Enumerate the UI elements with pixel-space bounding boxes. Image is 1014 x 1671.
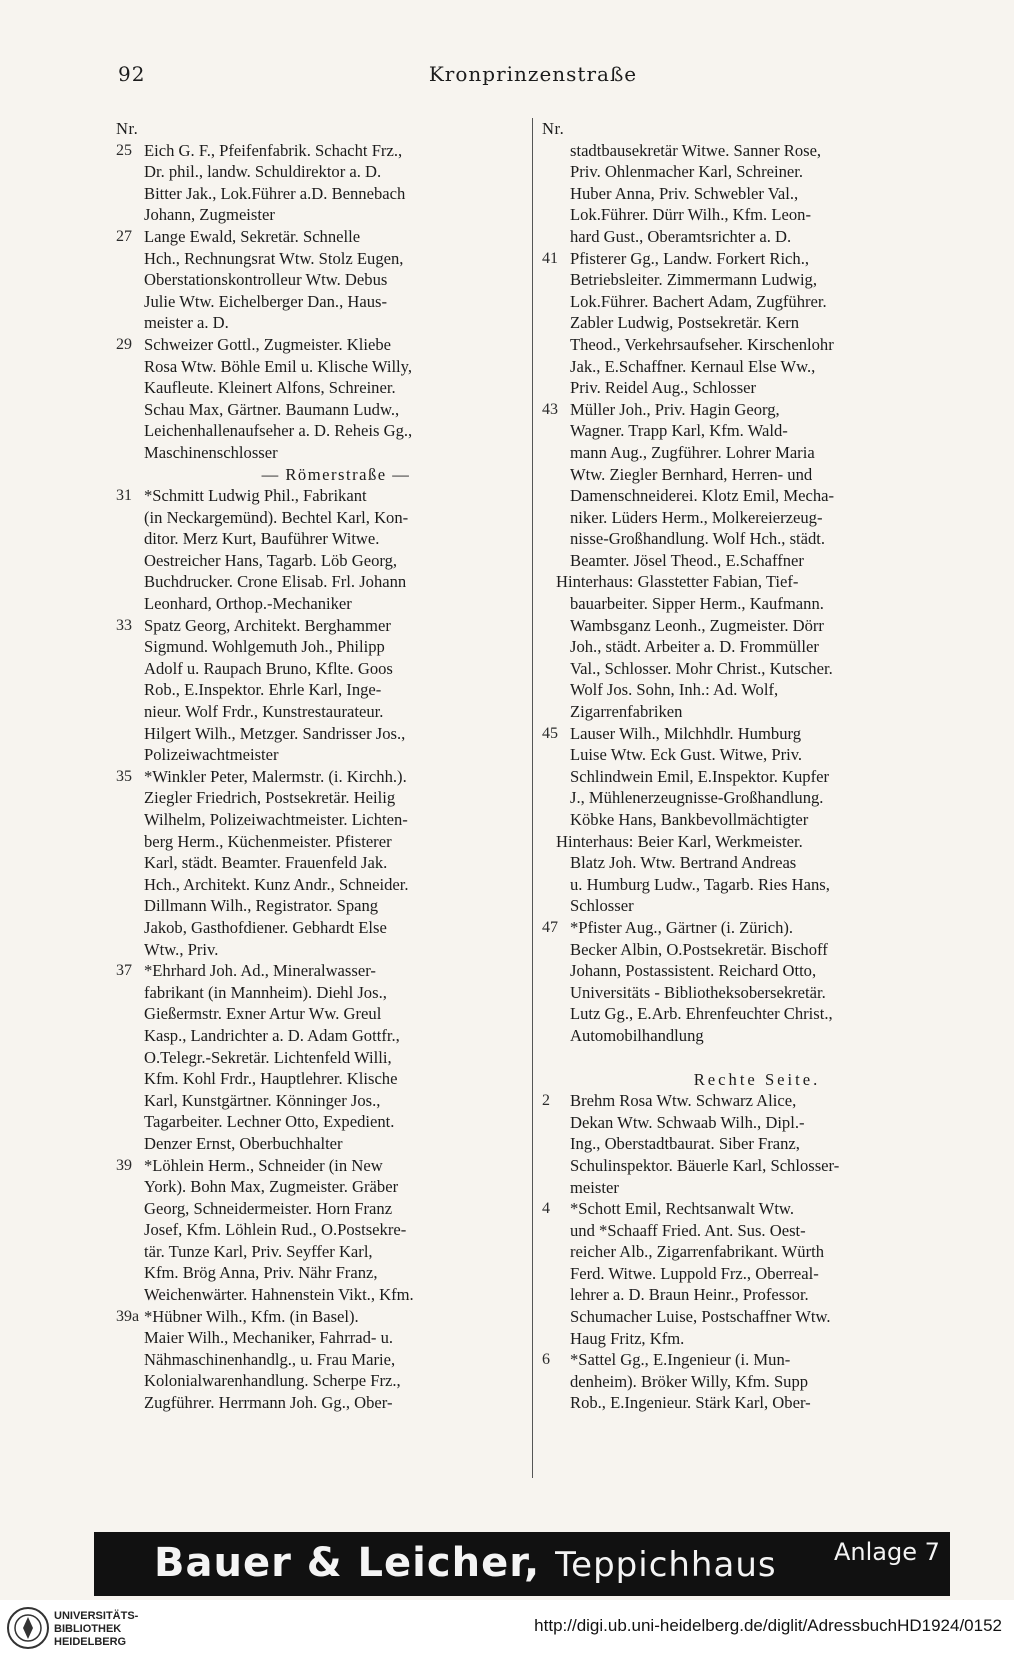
- house-number: 47: [542, 918, 558, 936]
- entry-line: Damenschneiderei. Klotz Emil, Mecha-: [570, 486, 835, 506]
- entry-line: Schlindwein Emil, E.Inspektor. Kupfer: [570, 766, 830, 786]
- entry-line: Blatz Joh. Wtw. Bertrand Andreas: [570, 853, 797, 873]
- entry-line: Jakob, Gasthofdiener. Gebhardt Else: [144, 917, 387, 937]
- university-seal-icon: [6, 1606, 50, 1650]
- entry-line: Hilgert Wilh., Metzger. Sandrisser Jos.,: [144, 723, 406, 743]
- entry-line: Lutz Gg., E.Arb. Ehrenfeuchter Christ.,: [570, 1004, 833, 1024]
- banner-main: Bauer & Leicher,: [154, 1540, 541, 1586]
- page-header: [118, 58, 948, 94]
- entry-line: Hinterhaus: Beier Karl, Werkmeister.: [556, 831, 803, 851]
- entry-line: *Ehrhard Joh. Ad., Mineralwasser-: [144, 961, 376, 981]
- entry-line: Hch., Architekt. Kunz Andr., Schneider.: [144, 874, 409, 894]
- entry-line: Pfisterer Gg., Landw. Forkert Rich.,: [570, 248, 810, 268]
- address-entry: [542, 723, 944, 831]
- entry-line: Weichenwärter. Hahnenstein Vikt., Kfm.: [144, 1285, 414, 1305]
- address-entry: [542, 140, 944, 248]
- entry-line: Wilhelm, Polizeiwachtmeister. Lichten-: [144, 810, 408, 829]
- entry-line: stadtbausekretär Witwe. Sanner Rose,: [570, 140, 822, 160]
- entry-line: Lok.Führer. Dürr Wilh., Kfm. Leon-: [570, 205, 811, 225]
- entry-line: *Sattel Gg., E.Ingenieur (i. Mun-: [570, 1350, 791, 1370]
- entry-line: Wambsganz Leonh., Zugmeister. Dörr: [570, 615, 824, 635]
- house-number: 39a: [116, 1307, 140, 1325]
- entry-line: Karl, städt. Beamter. Frauenfeld Jak.: [144, 853, 388, 873]
- entry-line: Müller Joh., Priv. Hagin Georg,: [570, 399, 780, 419]
- entry-line: Becker Albin, O.Postsekretär. Bischoff: [570, 939, 828, 959]
- column-divider: [532, 118, 533, 1478]
- entry-line: Kfm. Brög Anna, Priv. Nähr Franz,: [144, 1263, 378, 1283]
- address-entry: [116, 334, 528, 464]
- entry-line: — Römerstraße —: [261, 464, 411, 484]
- entry-line: Denzer Ernst, Oberbuchhalter: [144, 1133, 343, 1153]
- house-number: 2: [542, 1092, 550, 1110]
- address-entry: [116, 140, 528, 226]
- entry-line: Tagarbeiter. Lechner Otto, Expedient.: [144, 1112, 395, 1132]
- entry-line: Lok.Führer. Bachert Adam, Zugführer.: [570, 291, 827, 311]
- street-title: Kronprinzenstraße: [428, 62, 638, 86]
- address-entry: [116, 226, 528, 334]
- entry-line: Lauser Wilh., Milchhdlr. Humburg: [570, 723, 802, 743]
- entry-line: Polizeiwachtmeister: [144, 745, 279, 765]
- entry-line: Johann, Postassistent. Reichard Otto,: [570, 961, 817, 981]
- house-number: 33: [116, 616, 132, 634]
- house-number: 25: [116, 141, 132, 159]
- address-entry: [116, 615, 528, 766]
- house-number: 4: [542, 1200, 550, 1218]
- entry-line: *Löhlein Herm., Schneider (in New: [144, 1155, 383, 1175]
- entry-line: Wtw. Ziegler Bernhard, Herren- und: [570, 464, 813, 484]
- library-name: [54, 1610, 138, 1649]
- entry-line: und *Schaaff Fried. Ant. Sus. Oest-: [570, 1220, 806, 1240]
- entry-line: Zigarrenfabriken: [570, 702, 683, 722]
- entry-line: fabrikant (in Mannheim). Diehl Jos.,: [144, 982, 387, 1002]
- address-entry: [116, 1155, 528, 1306]
- entry-line: Rob., E.Ingenieur. Stärk Karl, Ober-: [570, 1393, 811, 1413]
- entry-line: Schulinspektor. Bäuerle Karl, Schlosser-: [570, 1155, 840, 1175]
- entry-line: Schumacher Luise, Postschaffner Wtw.: [570, 1307, 831, 1327]
- entry-line: Wtw., Priv.: [144, 939, 219, 959]
- entry-line: Universitäts - Bibliotheksobersekretär.: [570, 982, 826, 1002]
- entry-line: Priv. Reidel Aug., Schlosser: [570, 378, 757, 398]
- entry-line: Bitter Jak., Lok.Führer a.D. Bennebach: [144, 183, 406, 203]
- entry-line: Leonhard, Orthop.-Mechaniker: [144, 594, 352, 614]
- entry-line: Kolonialwarenhandlung. Scherpe Frz.,: [144, 1371, 401, 1391]
- column-heading: Nr.: [542, 119, 565, 138]
- entry-line: tär. Tunze Karl, Priv. Seyffer Karl,: [144, 1241, 373, 1261]
- entry-line: denheim). Bröker Willy, Kfm. Supp: [570, 1371, 809, 1391]
- address-entry: [542, 1069, 944, 1091]
- entry-line: Zugführer. Herrmann Joh. Gg., Ober-: [144, 1393, 393, 1413]
- entry-line: Wolf Jos. Sohn, Inh.: Ad. Wolf,: [570, 680, 779, 700]
- address-entry: [542, 1349, 944, 1414]
- footer: [0, 1600, 1014, 1671]
- entry-line: ditor. Merz Kurt, Bauführer Witwe.: [144, 529, 380, 549]
- right-column: [542, 118, 944, 1518]
- entry-line: *Schott Emil, Rechtsanwalt Wtw.: [570, 1199, 794, 1219]
- entry-line: Josef, Kfm. Löhlein Rud., O.Postsekre-: [144, 1220, 407, 1240]
- entry-line: Brehm Rosa Wtw. Schwarz Alice,: [570, 1091, 797, 1111]
- address-entry: [116, 766, 528, 960]
- entry-line: Beamter. Jösel Theod., E.Schaffner: [570, 550, 804, 570]
- entry-line: O.Telegr.-Sekretär. Lichtenfeld Willi,: [144, 1047, 392, 1067]
- entry-line: Spatz Georg, Architekt. Berghammer: [144, 615, 391, 635]
- address-entry: [542, 1198, 944, 1349]
- address-entry: [116, 485, 528, 615]
- house-number: 6: [542, 1351, 550, 1369]
- entry-line: Betriebsleiter. Zimmermann Ludwig,: [570, 270, 818, 290]
- address-entry: [542, 831, 944, 917]
- entry-line: *Schmitt Ludwig Phil., Fabrikant: [144, 486, 367, 506]
- house-number: 43: [542, 400, 558, 418]
- house-number: 29: [116, 335, 132, 353]
- entry-line: Rechte Seite.: [693, 1069, 821, 1089]
- entry-line: Adolf u. Raupach Bruno, Kflte. Goos: [144, 658, 393, 678]
- entry-line: Ferd. Witwe. Luppold Frz., Oberreal-: [570, 1263, 819, 1283]
- entry-line: Kfm. Kohl Frdr., Hauptlehrer. Klische: [144, 1069, 398, 1089]
- entry-line: hard Gust., Oberamtsrichter a. D.: [570, 226, 792, 246]
- entry-line: Buchdrucker. Crone Elisab. Frl. Johann: [144, 572, 407, 592]
- entry-line: Rob., E.Inspektor. Ehrle Karl, Inge-: [144, 680, 382, 700]
- entry-line: *Pfister Aug., Gärtner (i. Zürich).: [570, 917, 794, 937]
- house-number: 41: [542, 249, 558, 267]
- entry-line: Johann, Zugmeister: [144, 205, 275, 225]
- entry-line: mann Aug., Zugführer. Lohrer Maria: [570, 442, 815, 462]
- entry-line: Hch., Rechnungsrat Wtw. Stolz Eugen,: [144, 248, 404, 268]
- entry-line: Wagner. Trapp Karl, Kfm. Wald-: [570, 421, 788, 441]
- library-name-line: BIBLIOTHEK: [54, 1623, 122, 1635]
- address-entry: [542, 917, 944, 1047]
- entry-line: Theod., Verkehrsaufseher. Kirschenlohr: [570, 334, 834, 354]
- entry-line: Köbke Hans, Bankbevollmächtigter: [570, 810, 809, 829]
- entry-line: Eich G. F., Pfeifenfabrik. Schacht Frz.,: [144, 140, 403, 160]
- entry-line: Kaufleute. Kleinert Alfons, Schreiner.: [144, 378, 396, 398]
- entry-line: Jak., E.Schaffner. Kernaul Else Ww.,: [570, 356, 816, 376]
- entry-line: Automobilhandlung: [570, 1025, 704, 1045]
- house-number: 37: [116, 962, 132, 980]
- entry-line: Lange Ewald, Sekretär. Schnelle: [144, 226, 361, 246]
- entry-line: *Winkler Peter, Malermstr. (i. Kirchh.).: [144, 766, 407, 786]
- entry-line: Ziegler Friedrich, Postsekretär. Heilig: [144, 788, 396, 808]
- entry-line: nisse-Großhandlung. Wolf Hch., städt.: [570, 529, 826, 549]
- banner-sub: Teppichhaus: [555, 1545, 777, 1585]
- banner-text: [154, 1540, 777, 1586]
- column-heading: Nr.: [116, 119, 139, 138]
- advertisement-banner: [94, 1532, 950, 1596]
- entry-line: meister a. D.: [144, 313, 229, 333]
- address-entry: [116, 464, 528, 486]
- entry-line: Zabler Ludwig, Postsekretär. Kern: [570, 313, 800, 333]
- entry-line: Julie Wtw. Eichelberger Dan., Haus-: [144, 291, 387, 311]
- library-name-line: HEIDELBERG: [54, 1636, 127, 1648]
- entry-line: Karl, Kunstgärtner. Könninger Jos.,: [144, 1090, 381, 1110]
- entry-line: Ing., Oberstadtbaurat. Siber Franz,: [570, 1134, 800, 1154]
- entry-line: u. Humburg Ludw., Tagarb. Ries Hans,: [570, 874, 830, 894]
- address-entry: [116, 1306, 528, 1414]
- address-entry: [542, 1090, 944, 1198]
- banner-anlage: Anlage 7: [834, 1538, 940, 1566]
- entry-line: Joh., städt. Arbeiter a. D. Frommüller: [570, 637, 819, 657]
- page-number: 92: [118, 62, 146, 86]
- entry-line: Dillmann Wilh., Registrator. Spang: [144, 896, 379, 916]
- house-number: 31: [116, 487, 132, 505]
- address-entry: [542, 399, 944, 572]
- entry-line: (in Neckargemünd). Bechtel Karl, Kon-: [144, 507, 409, 527]
- entry-line: Dr. phil., landw. Schuldirektor a. D.: [144, 162, 382, 182]
- entry-line: Maschinenschlosser: [144, 442, 278, 462]
- entry-line: Nähmaschinenhandlg., u. Frau Marie,: [144, 1349, 396, 1369]
- entry-line: York). Bohn Max, Zugmeister. Gräber: [144, 1177, 399, 1197]
- entry-line: berg Herm., Küchenmeister. Pfisterer: [144, 831, 392, 851]
- entry-line: Maier Wilh., Mechaniker, Fahrrad- u.: [144, 1328, 394, 1348]
- entry-line: Priv. Ohlenmacher Karl, Schreiner.: [570, 162, 804, 182]
- house-number: 39: [116, 1156, 132, 1174]
- library-name-line: UNIVERSITÄTS-: [54, 1610, 139, 1622]
- entry-line: J., Mühlenerzeugnisse-Großhandlung.: [570, 788, 824, 808]
- entry-line: Gießermstr. Exner Artur Ww. Greul: [144, 1004, 382, 1024]
- entry-line: Rosa Wtw. Böhle Emil u. Klische Willy,: [144, 356, 413, 376]
- entry-line: Val., Schlosser. Mohr Christ., Kutscher.: [570, 658, 833, 678]
- house-number: 45: [542, 724, 558, 742]
- address-entry: [116, 960, 528, 1154]
- entry-line: Oestreicher Hans, Tagarb. Löb Georg,: [144, 550, 398, 570]
- entry-line: Schweizer Gottl., Zugmeister. Kliebe: [144, 334, 391, 354]
- entry-line: Leichenhallenaufseher a. D. Reheis Gg.,: [144, 421, 413, 441]
- entry-line: Kasp., Landrichter a. D. Adam Gottfr.,: [144, 1025, 400, 1045]
- entry-line: reicher Alb., Zigarrenfabrikant. Würth: [570, 1242, 825, 1262]
- entry-line: Huber Anna, Priv. Schwebler Val.,: [570, 183, 799, 203]
- entry-line: nieur. Wolf Frdr., Kunstrestaurateur.: [144, 702, 384, 722]
- left-column: [116, 118, 528, 1518]
- entry-line: Schlosser: [570, 896, 634, 916]
- entry-line: Schau Max, Gärtner. Baumann Ludw.,: [144, 399, 400, 419]
- entry-line: Sigmund. Wohlgemuth Joh., Philipp: [144, 637, 385, 657]
- source-url[interactable]: http://digi.ub.uni-heidelberg.de/diglit/AdressbuchHD1924/0152: [534, 1616, 1002, 1635]
- entry-line: bauarbeiter. Sipper Herm., Kaufmann.: [570, 594, 824, 614]
- address-entry: [542, 248, 944, 399]
- house-number: 35: [116, 767, 132, 785]
- entry-line: Luise Wtw. Eck Gust. Witwe, Priv.: [570, 745, 803, 765]
- entry-line: Haug Fritz, Kfm.: [570, 1328, 685, 1348]
- entry-line: Georg, Schneidermeister. Horn Franz: [144, 1198, 393, 1218]
- entry-line: *Hübner Wilh., Kfm. (in Basel).: [144, 1306, 359, 1326]
- entry-line: niker. Lüders Herm., Molkereierzeug-: [570, 507, 823, 527]
- entry-line: meister: [570, 1177, 619, 1197]
- house-number: 27: [116, 227, 132, 245]
- entry-line: Oberstationskontrolleur Wtw. Debus: [144, 270, 388, 290]
- entry-line: lehrer a. D. Braun Heinr., Professor.: [570, 1285, 809, 1305]
- address-entry: [542, 571, 944, 722]
- entry-line: Dekan Wtw. Schwaab Wilh., Dipl.-: [570, 1112, 805, 1132]
- entry-line: Hinterhaus: Glasstetter Fabian, Tief-: [556, 572, 799, 592]
